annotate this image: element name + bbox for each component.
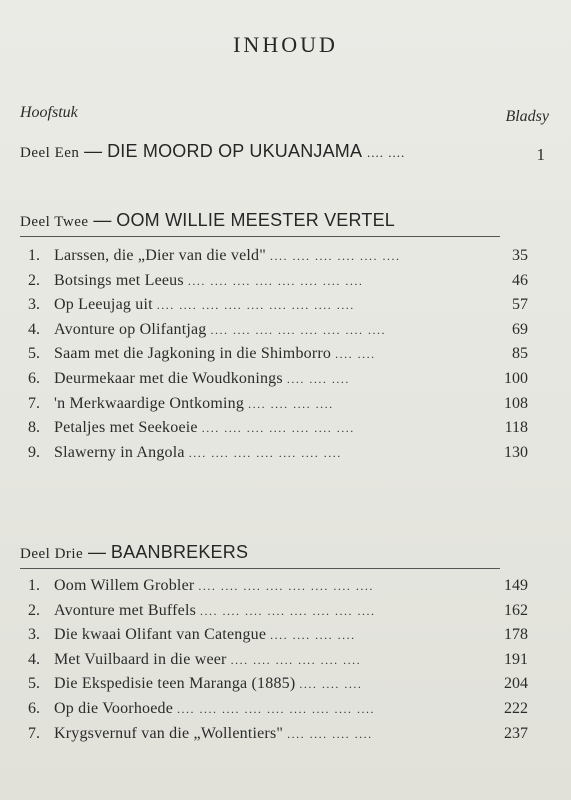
page-number: 108 <box>504 394 528 412</box>
toc-entry[interactable] <box>28 419 530 441</box>
part-separator: — <box>93 210 112 230</box>
toc-entry[interactable] <box>28 651 530 673</box>
chapter-title: Krygsvernuf van die „Wollentiers" <box>54 724 284 742</box>
chapter-title: Oom Willem Grobler <box>54 577 195 594</box>
leader-dots: .... .... <box>335 347 376 362</box>
leader-dots: .... .... .... .... <box>270 628 356 643</box>
toc-entry[interactable] <box>28 725 530 747</box>
toc-entry[interactable] <box>28 444 530 466</box>
chapter-number: 7. <box>28 394 40 412</box>
chapter-number: 6. <box>28 700 40 717</box>
chapter-title: 'n Merkwaardige Ontkoming <box>54 394 245 412</box>
divider <box>20 568 500 569</box>
chapter-column-header: Hoofstuk <box>20 104 78 121</box>
page-number: 69 <box>512 320 528 338</box>
page-number: 149 <box>504 577 528 594</box>
chapter-number: 4. <box>28 650 40 668</box>
chapter-title: Die kwaai Olifant van Catengue <box>54 626 267 644</box>
chapter-number: 3. <box>28 296 40 314</box>
page-number: 35 <box>512 247 528 264</box>
page-number: 178 <box>504 626 528 644</box>
part-two-heading[interactable] <box>20 210 395 232</box>
leader-dots: .... .... .... .... .... .... .... .... <box>198 579 374 593</box>
page-number: 237 <box>504 724 528 742</box>
leader-dots: .... .... .... <box>299 677 363 692</box>
divider <box>20 236 500 237</box>
toc-entry[interactable] <box>28 321 530 343</box>
part-one-heading[interactable] <box>20 141 405 163</box>
chapter-number: 8. <box>28 419 40 437</box>
part-separator: — <box>84 141 103 161</box>
chapter-title: Die Ekspedisie teen Maranga (1885) <box>54 675 296 693</box>
chapter-title: Deurmekaar met die Woudkonings <box>54 370 283 387</box>
leader-dots: .... .... .... .... .... .... <box>269 249 401 263</box>
chapter-title: Slawerny in Angola <box>54 443 185 461</box>
leader-dots: .... .... .... .... .... .... .... .... .... <box>156 298 355 313</box>
leader-dots: .... .... .... .... <box>287 726 373 741</box>
leader-dots: .... .... .... .... .... .... .... .... <box>200 603 376 618</box>
chapter-number: 5. <box>28 675 40 693</box>
toc-entry[interactable] <box>28 345 530 367</box>
page-number: 222 <box>504 700 528 717</box>
chapter-number: 2. <box>28 271 40 289</box>
chapter-number: 3. <box>28 626 40 644</box>
toc-entry[interactable] <box>28 700 530 722</box>
leader-dots: .... .... .... .... .... .... .... <box>188 445 342 460</box>
leader-dots: .... .... .... .... .... .... .... .... <box>187 273 364 288</box>
page-number: 162 <box>504 601 528 619</box>
chapter-title: Petaljes met Seekoeie <box>54 419 198 437</box>
leader-dots: .... .... <box>366 145 406 160</box>
toc-entry[interactable] <box>28 296 530 318</box>
part-title: DIE MOORD OP UKUANJAMA <box>107 141 363 161</box>
chapter-title: Botsings met Leeus <box>54 271 184 289</box>
toc-entry[interactable] <box>28 626 530 648</box>
toc-entry[interactable] <box>28 247 530 269</box>
page-number: 100 <box>504 370 528 387</box>
leader-dots: .... .... .... <box>286 372 350 386</box>
chapter-number: 2. <box>28 601 40 619</box>
part-label: Deel Twee <box>20 214 89 230</box>
part-title: OOM WILLIE MEESTER VERTEL <box>116 210 395 230</box>
page-number: 46 <box>512 271 528 289</box>
toc-entry[interactable] <box>28 370 530 392</box>
part-label: Deel Drie <box>20 546 84 562</box>
chapter-title: Larssen, die „Dier van die veld" <box>54 247 266 264</box>
chapter-title: Saam met die Jagkoning in die Shimborro <box>54 345 332 363</box>
chapter-title: Met Vuilbaard in die weer <box>54 650 227 668</box>
chapter-title: Op die Voorhoede <box>54 700 174 717</box>
page-number: 204 <box>504 675 528 693</box>
toc-entry[interactable] <box>28 577 530 599</box>
chapter-number: 1. <box>28 577 40 594</box>
page-number: 118 <box>504 419 528 437</box>
chapter-number: 6. <box>28 370 40 387</box>
toc-entry[interactable] <box>28 272 530 294</box>
chapter-number: 4. <box>28 320 40 338</box>
toc-entry[interactable] <box>28 395 530 417</box>
chapter-title: Avonture met Buffels <box>54 601 197 619</box>
page-number: 57 <box>512 296 528 314</box>
leader-dots: .... .... .... .... .... .... .... .... <box>210 322 387 337</box>
page-number: 85 <box>512 345 528 363</box>
part-three-heading[interactable] <box>20 542 248 564</box>
toc-entry[interactable] <box>28 602 530 624</box>
chapter-title: Op Leeujag uit <box>54 296 153 314</box>
chapter-number: 5. <box>28 345 40 363</box>
leader-dots: .... .... .... .... <box>248 396 334 411</box>
toc-entry[interactable] <box>28 675 530 697</box>
leader-dots: .... .... .... .... .... .... .... <box>201 421 355 436</box>
page-column-header: Bladsy <box>505 108 549 125</box>
page-number: 191 <box>504 650 528 668</box>
page-number: 130 <box>504 443 528 461</box>
page-title: INHOUD <box>233 32 338 57</box>
chapter-number: 9. <box>28 443 40 461</box>
leader-dots: .... .... .... .... .... .... .... .... .... <box>177 702 376 716</box>
chapter-title: Avonture op Olifantjag <box>54 320 207 338</box>
chapter-number: 7. <box>28 724 40 742</box>
part-title: BAANBREKERS <box>110 542 249 562</box>
part-label: Deel Een <box>20 145 80 161</box>
leader-dots: .... .... .... .... .... .... <box>230 652 362 667</box>
part-separator: — <box>87 542 107 562</box>
part-one-page: 1 <box>536 145 545 164</box>
chapter-number: 1. <box>28 247 40 264</box>
